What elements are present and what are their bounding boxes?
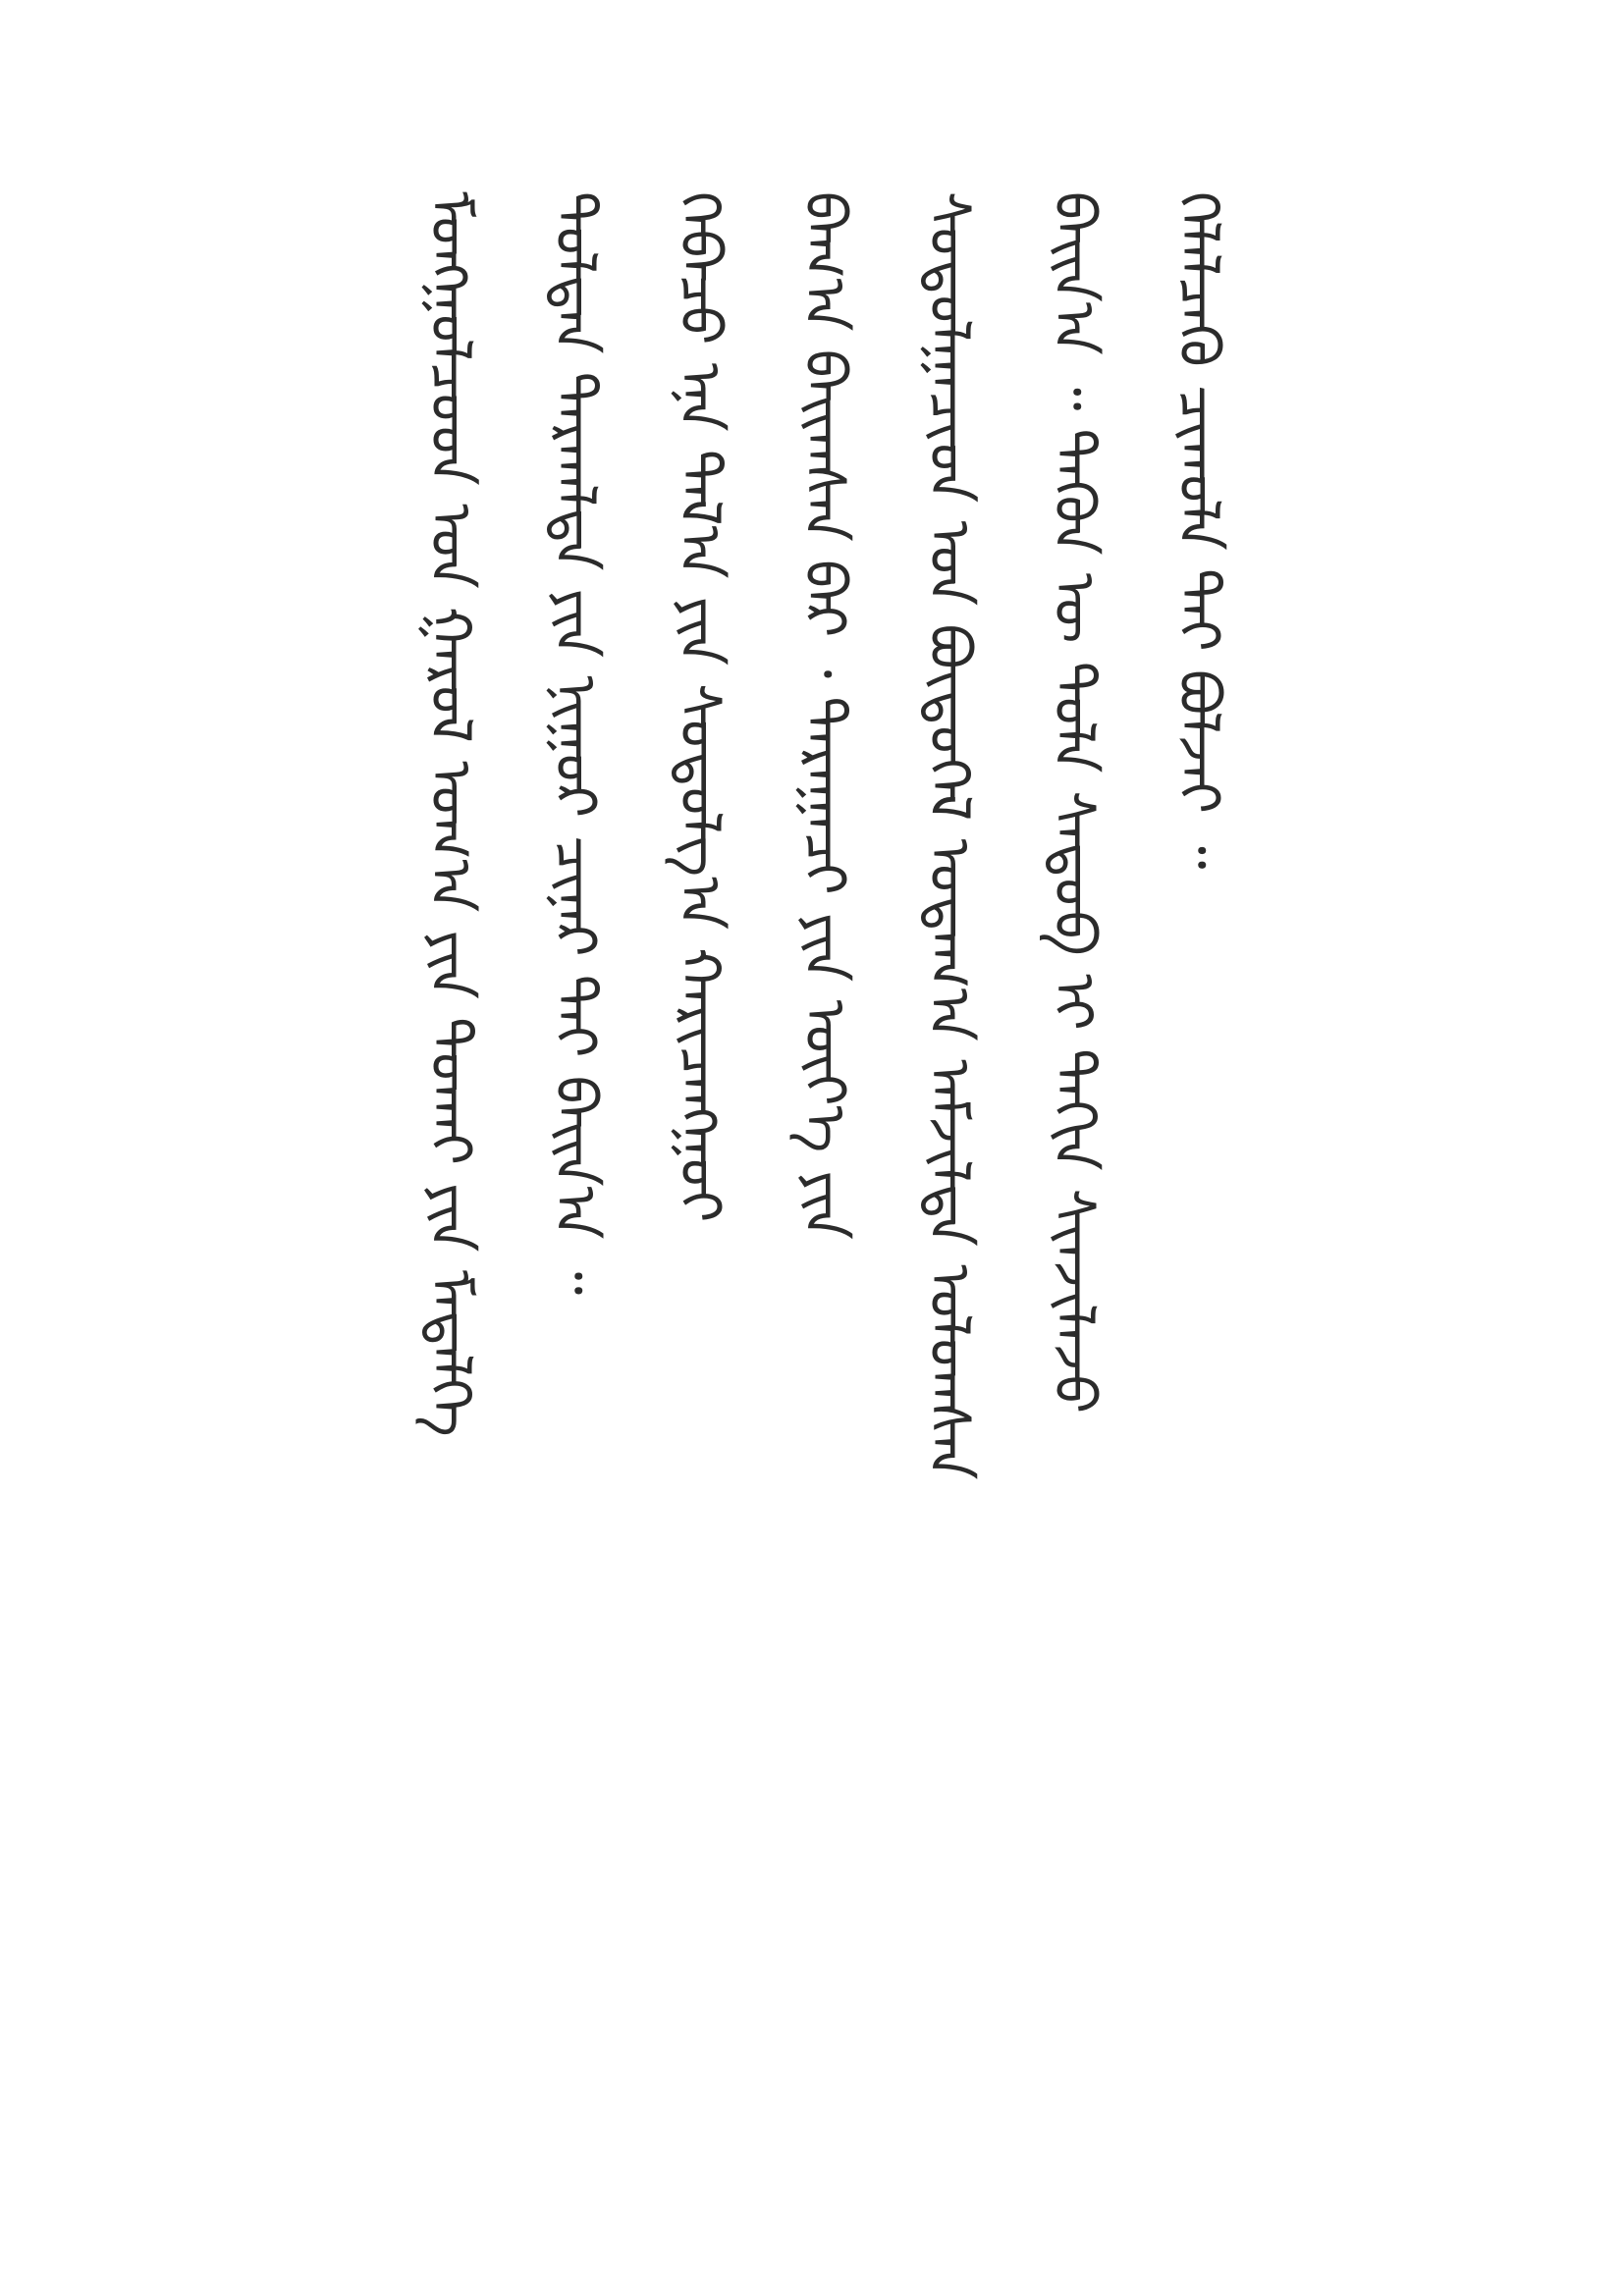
text-column: ᠪᠠᠢᠨ᠎ᠠ ᠃ ᠲᠡᠭᠦᠨ ᠦ ᠲᠣᠯᠠ ᠰᠡᠳᠦᠪ ᠢ ᠳᠠᠬᠢᠨ ᠰᠢᠨᠵᠢᠯᠡᠵᠦ xyxy=(1041,191,1108,1414)
text-column: ᠭᠡᠪᠡᠴᠦ ᠡᠨᠡ ᠲᠠᠯ᠎ᠠ ᠶᠢᠨ ᠰᠤᠳᠤᠯᠭ᠎ᠠ ᠬᠠᠷᠢᠴᠠᠩᠭᠤᠢ xyxy=(667,191,733,1223)
text-column: ᠳᠣᠯᠳᠠᠨ ᠲᠠᠷᠬᠠᠯᠲᠠ ᠶᠢᠨ ᠨᠢᠭᠤᠷ ᠴᠢᠨᠠᠷ ᠲᠠᠢ ᠪᠠᠢᠨ᠎ᠠ ᠃ xyxy=(542,191,609,1295)
mongolian-text-block xyxy=(388,191,1330,2135)
text-column: ᠪᠠᠭ᠎ᠠ ᠪᠠᠢᠭᠰᠠᠨ ᠪᠡᠷ ᠂ ᠳᠠᠷᠠᠭᠠᠴᠢ ᠶᠢᠨ ᠦᠶ᠎ᠡ ᠶᠢᠨ xyxy=(791,191,858,1240)
text-column: ᠮᠣᠩᠭᠣᠯᠴᠤᠳ ᠤᠨ ᠭᠠᠷᠤᠯ ᠤᠭ᠎ᠠ ᠶᠢᠨ ᠲᠤᠬᠠᠶ ᠶᠢᠨ ᠮᠡᠳᠡᠯᠭᠡ xyxy=(417,191,484,1437)
text-column: ᠬᠡᠯᠡᠯᠴᠡᠬᠦ ᠴᠢᠬᠤᠯᠠ ᠲᠠᠢ ᠪᠣᠯᠵᠠᠢ ᠃ xyxy=(1165,191,1232,870)
text-column: ᠰᠤᠳᠤᠯᠭᠠᠴᠢᠳ ᠤᠨ ᠪᠦᠲᠦᠭᠡᠯ ᠤᠳᠠᠭ᠎ᠠ ᠠᠮᠵᠢᠯᠲᠠ ᠣᠯᠤᠭᠰᠠᠨ xyxy=(916,191,983,1480)
